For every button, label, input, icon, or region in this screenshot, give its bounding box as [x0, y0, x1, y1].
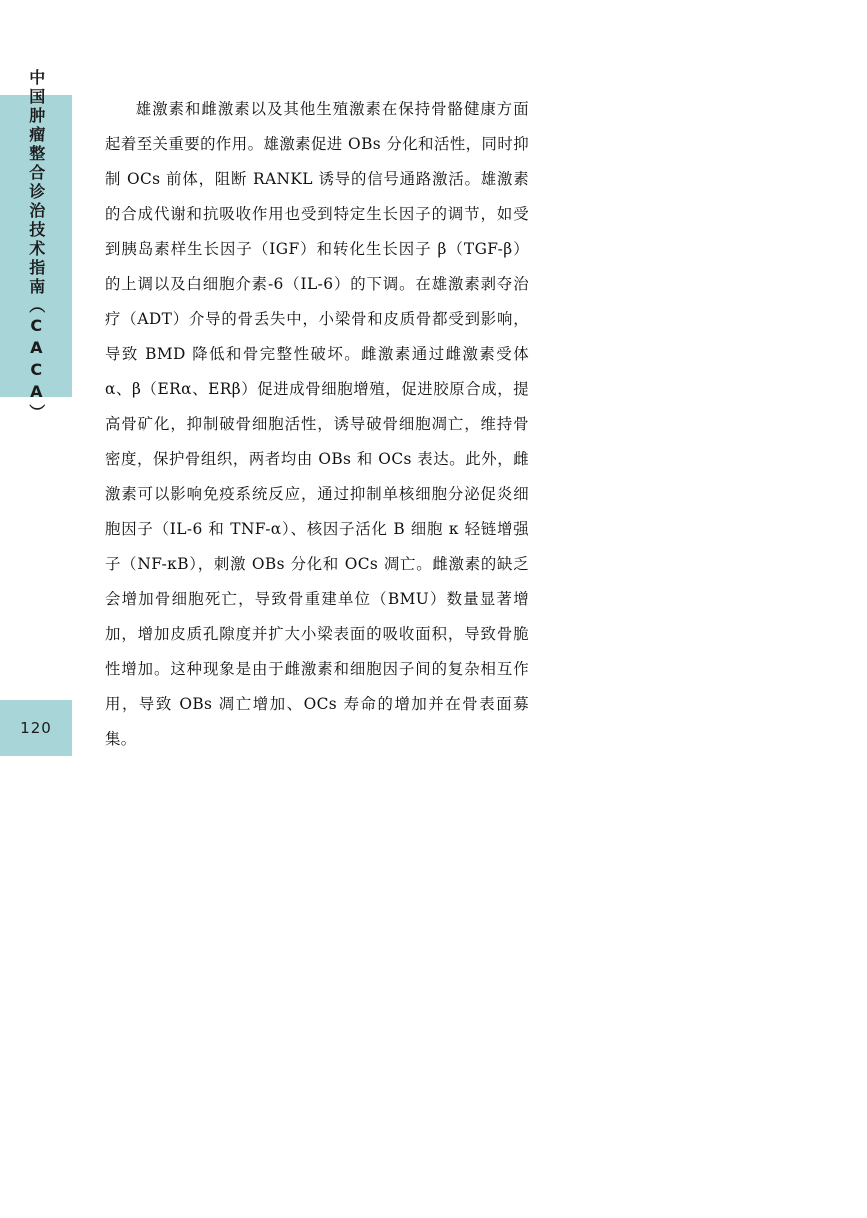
running-head-tab: [0, 69, 72, 423]
page-number-label: 120: [20, 719, 52, 737]
page-number-tab: [0, 700, 72, 756]
body-paragraph: 雄激素和雌激素以及其他生殖激素在保持骨骼健康方面起着至关重要的作用。雄激素促进 OBs 分化和活性，同时抑制 OCs 前体，阻断 RANKL 诱导的信号通路激活。雄激素的合成代谢和抗吸收作用也受到特定生长因子的调节，如受到胰岛素样生长因子（IGF）和转化生长因子 β（TGF-β）的上调以及白细胞介素-6（IL-6）的下调。在雄激素剥夺治疗（ADT）介导的骨丢失中，小梁骨和皮质骨都受到影响，导致 BMD 降低和骨完整性破坏。雌激素通过雌激素受体α、β（ERα、ERβ）促进成骨细胞增殖，促进胶原合成，提高骨矿化，抑制破骨细胞活性，诱导破骨细胞凋亡，维持骨密度，保护骨组织，两者均由 OBs 和 OCs 表达。此外，雌激素可以影响免疫系统反应，通过抑制单核细胞分泌促炎细胞因子（IL-6 和 TNF-α）、核因子活化 B 细胞 κ 轻链增强子（NF-κB），刺激 OBs 分化和 OCs 凋亡。雌激素的缺乏会增加骨细胞死亡，导致骨重建单位（BMU）数量显著增加，增加皮质孔隙度并扩大小梁表面的吸收面积，导致骨脆性增加。这种现象是由于雌激素和细胞因子间的复杂相互作用，导致 OBs 凋亡增加、OCs 寿命的增加并在骨表面募集。: [105, 100, 529, 748]
body-text-column: [105, 92, 529, 757]
running-head-label: 中国肿瘤整合诊治技术指南（CACA）: [26, 69, 46, 423]
